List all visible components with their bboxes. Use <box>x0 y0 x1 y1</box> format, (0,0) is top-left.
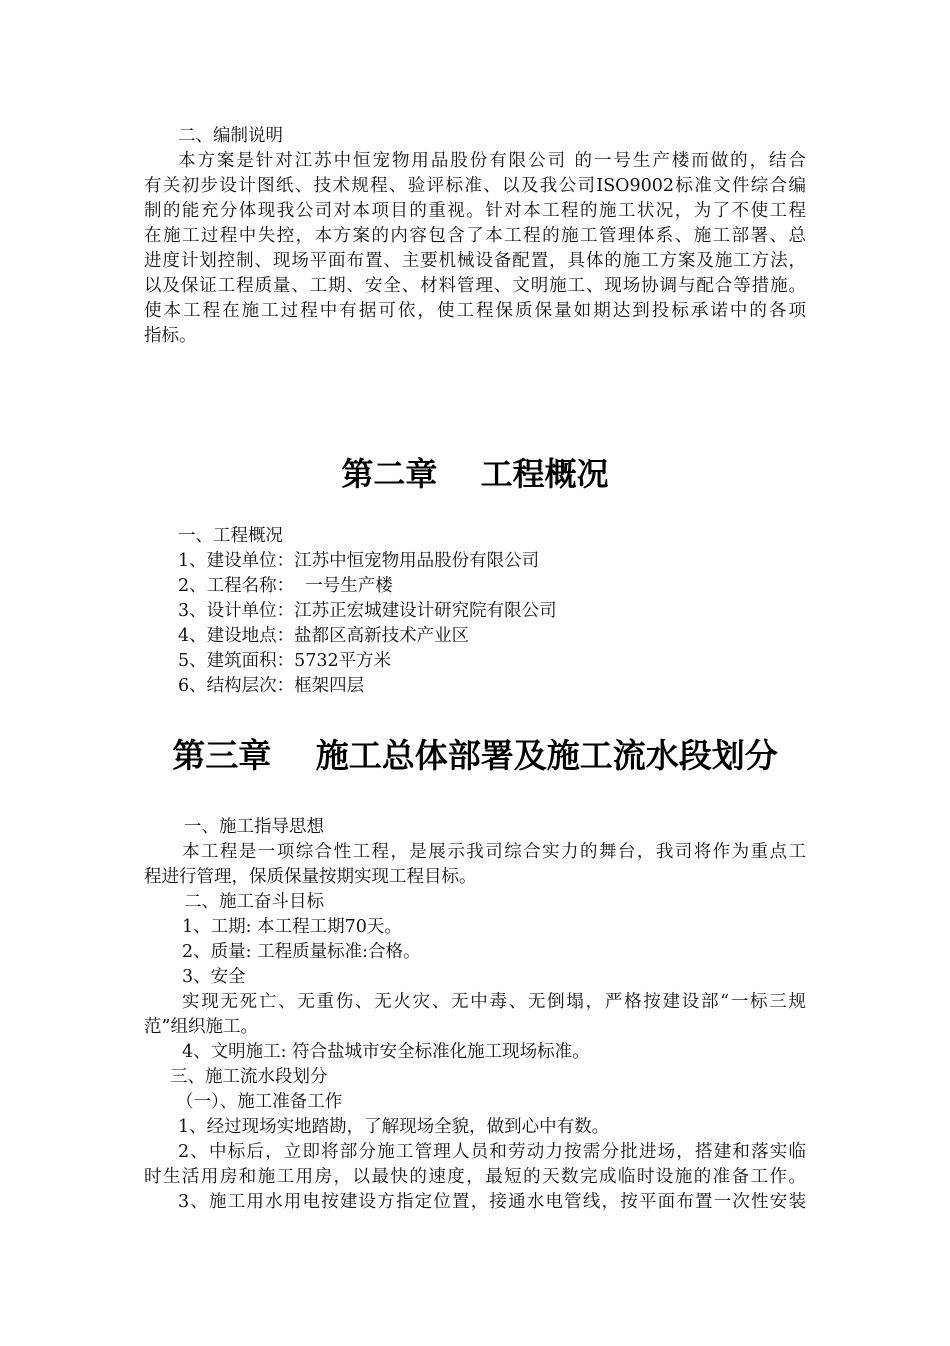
ch3-heading-guiding-idea: 一、施工指导思想 <box>184 817 324 837</box>
ch3-para-line-1: 本工程是一项综合性工程，是展示我司综合实力的舞台，我司将作为重点工 <box>182 842 806 862</box>
intro-line-5: 进度计划控制、现场平面布置、主要机械设备配置，具体的施工方案及施工方法， <box>144 251 806 271</box>
project-item-client: 1、建设单位：江苏中恒宠物用品股份有限公司 <box>178 551 540 571</box>
ch3-heading-goals: 二、施工奋斗目标 <box>184 892 324 912</box>
ch3-safety-line-1: 实现无死亡、无重伤、无火灾、无中毒、无倒塌，严格按建设部“一标三规 <box>182 992 806 1012</box>
ch3-heading-flow-sections: 三、施工流水段划分 <box>170 1067 328 1087</box>
ch3-prep-item-1: 1、经过现场实地踏勘，了解现场全貌，做到心中有数。 <box>178 1117 610 1137</box>
ch3-prep-item-2-line-2: 时生活用房和施工用房，以最快的速度，最短的天数完成临时设施的准备工作。 <box>144 1167 806 1187</box>
project-item-location: 4、建设地点：盐都区高新技术产业区 <box>178 626 470 646</box>
ch3-goal-schedule: 1、工期: 本工程工期70天。 <box>182 917 402 937</box>
ch3-goal-safety: 3、安全 <box>182 967 246 987</box>
chapter-2-title: 第二章 工程概况 <box>341 455 609 493</box>
intro-line-2: 有关初步设计图纸、技术规程、验评标准、以及我公司ISO9002标准文件综合编 <box>144 176 806 196</box>
chapter-3-title: 第三章 施工总体部署及施工流水段划分 <box>172 736 778 775</box>
intro-line-3: 制的能充分体现我公司对本项目的重视。针对本工程的施工状况，为了不使工程 <box>144 201 806 221</box>
intro-line-6: 以及保证工程质量、工期、安全、材料管理、文明施工、现场协调与配合等措施。 <box>144 276 806 296</box>
ch3-prep-item-2-line-1: 2、中标后，立即将部分施工管理人员和劳动力按需分批进场，搭建和落实临 <box>178 1142 806 1162</box>
ch3-subheading-preparation: （一）、施工准备工作 <box>176 1092 343 1112</box>
project-item-area: 5、建筑面积：5732平方米 <box>178 651 392 671</box>
project-item-name: 2、工程名称： 一号生产楼 <box>178 576 393 596</box>
ch3-goal-quality: 2、质量: 工程质量标准:合格。 <box>182 942 421 962</box>
chapter-2-section-heading: 一、工程概况 <box>178 526 283 546</box>
ch3-goal-civilized: 4、文明施工: 符合盐城市安全标准化施工现场标准。 <box>182 1042 590 1062</box>
intro-line-1: 本方案是针对江苏中恒宠物用品股份有限公司 的一号生产楼而做的，结合 <box>178 151 806 171</box>
section-heading-compilation-notes: 二、编制说明 <box>178 126 283 146</box>
ch3-safety-line-2: 范”组织施工。 <box>144 1017 258 1037</box>
project-item-structure: 6、结构层次：框架四层 <box>178 676 365 696</box>
ch3-prep-item-3-line-1: 3、施工用水用电按建设方指定位置，接通水电管线，按平面布置一次性安装 <box>178 1192 806 1212</box>
project-item-designer: 3、设计单位：江苏正宏城建设计研究院有限公司 <box>178 601 557 621</box>
ch3-para-line-2: 程进行管理，保质保量按期实现工程目标。 <box>144 867 477 887</box>
intro-line-4: 在施工过程中失控，本方案的内容包含了本工程的施工管理体系、施工部署、总 <box>144 226 806 246</box>
intro-line-8: 指标。 <box>144 326 197 346</box>
intro-line-7: 使本工程在施工过程中有据可依，使工程保质保量如期达到投标承诺中的各项 <box>144 301 806 321</box>
